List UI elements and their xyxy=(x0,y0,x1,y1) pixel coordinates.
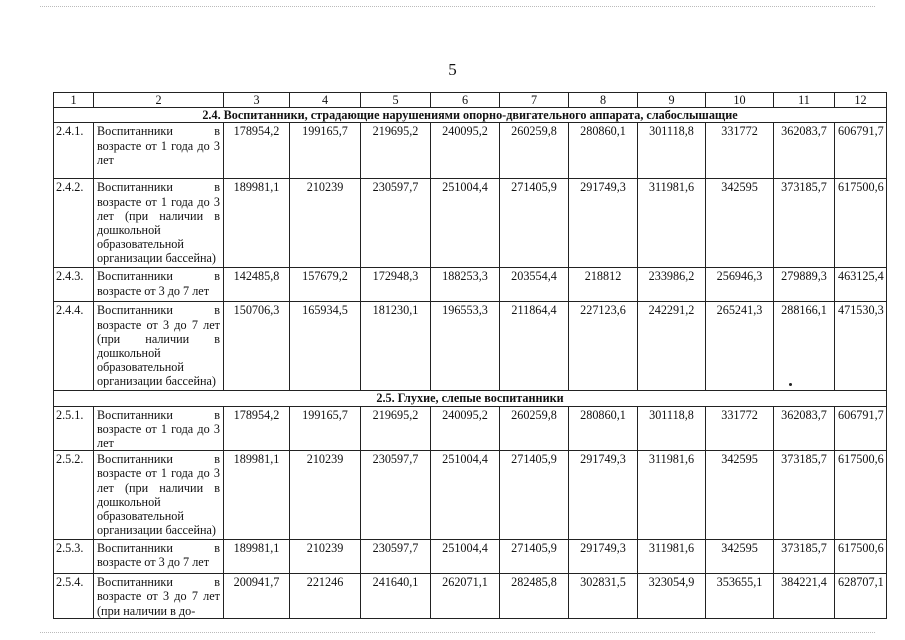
value-cell: 188253,3 xyxy=(431,268,500,302)
row-description: Воспитанники в возрасте от 3 до 7 лет xyxy=(94,540,224,574)
column-number-cell: 4 xyxy=(290,93,361,108)
column-number-cell: 2 xyxy=(94,93,224,108)
column-number-cell: 6 xyxy=(431,93,500,108)
table-row xyxy=(54,451,887,540)
value-cell: 172948,3 xyxy=(361,268,431,302)
value-cell: 280860,1 xyxy=(569,123,638,179)
value-cell: 196553,3 xyxy=(431,302,500,391)
value-cell: 199165,7 xyxy=(290,123,361,179)
value-cell: 617500,6 xyxy=(835,540,887,574)
value-cell: 210239 xyxy=(290,179,361,268)
value-cell: 362083,7 xyxy=(774,406,835,451)
table-row xyxy=(54,179,887,268)
column-number-cell: 7 xyxy=(500,93,569,108)
value-cell: 189981,1 xyxy=(224,451,290,540)
row-description: Воспитанники в возрасте от 3 до 7 лет xyxy=(94,268,224,302)
value-cell: 291749,3 xyxy=(569,540,638,574)
value-cell: 251004,4 xyxy=(431,179,500,268)
value-cell: 342595 xyxy=(706,451,774,540)
value-cell: 265241,3 xyxy=(706,302,774,391)
value-cell: 200941,7 xyxy=(224,574,290,619)
value-cell: 302831,5 xyxy=(569,574,638,619)
row-code: 2.4.1. xyxy=(54,123,94,179)
value-cell: 311981,6 xyxy=(638,540,706,574)
value-cell: 282485,8 xyxy=(500,574,569,619)
section-title: 2.5. Глухие, слепые воспитанники xyxy=(54,391,887,406)
value-cell: 311981,6 xyxy=(638,179,706,268)
value-cell: 373185,7 xyxy=(774,179,835,268)
table-row xyxy=(54,574,887,619)
value-cell: 230597,7 xyxy=(361,179,431,268)
value-cell: 342595 xyxy=(706,540,774,574)
value-cell: 271405,9 xyxy=(500,179,569,268)
table-row xyxy=(54,123,887,179)
value-cell: 271405,9 xyxy=(500,540,569,574)
value-cell: 219695,2 xyxy=(361,406,431,451)
scan-artifact-top xyxy=(40,6,875,7)
value-cell: 178954,2 xyxy=(224,123,290,179)
value-cell: 384221,4 xyxy=(774,574,835,619)
value-cell: 331772 xyxy=(706,406,774,451)
column-number-cell: 11 xyxy=(774,93,835,108)
column-number-cell: 3 xyxy=(224,93,290,108)
scan-dot xyxy=(789,383,792,386)
value-cell: 373185,7 xyxy=(774,540,835,574)
column-number-cell: 5 xyxy=(361,93,431,108)
value-cell: 211864,4 xyxy=(500,302,569,391)
value-cell: 203554,4 xyxy=(500,268,569,302)
value-cell: 617500,6 xyxy=(835,451,887,540)
value-cell: 230597,7 xyxy=(361,451,431,540)
value-cell: 189981,1 xyxy=(224,540,290,574)
value-cell: 606791,7 xyxy=(835,123,887,179)
value-cell: 150706,3 xyxy=(224,302,290,391)
row-code: 2.5.2. xyxy=(54,451,94,540)
tariff-table xyxy=(53,92,887,619)
value-cell: 181230,1 xyxy=(361,302,431,391)
value-cell: 178954,2 xyxy=(224,406,290,451)
value-cell: 262071,1 xyxy=(431,574,500,619)
value-cell: 323054,9 xyxy=(638,574,706,619)
value-cell: 291749,3 xyxy=(569,451,638,540)
value-cell: 251004,4 xyxy=(431,540,500,574)
value-cell: 617500,6 xyxy=(835,179,887,268)
row-description: Воспитанники в возрасте от 1 года до 3 лет (при наличии в дошкольной образовательной организации бассейна) xyxy=(94,179,224,268)
value-cell: 271405,9 xyxy=(500,451,569,540)
value-cell: 210239 xyxy=(290,451,361,540)
row-description: Воспитанники в возрасте от 3 до 7 лет (при наличии в дошкольной образовательной организации бассейна) xyxy=(94,302,224,391)
value-cell: 233986,2 xyxy=(638,268,706,302)
value-cell: 227123,6 xyxy=(569,302,638,391)
value-cell: 260259,8 xyxy=(500,123,569,179)
column-number-cell: 12 xyxy=(835,93,887,108)
value-cell: 342595 xyxy=(706,179,774,268)
value-cell: 210239 xyxy=(290,540,361,574)
table-row xyxy=(54,268,887,302)
row-code: 2.4.4. xyxy=(54,302,94,391)
value-cell: 199165,7 xyxy=(290,406,361,451)
value-cell: 279889,3 xyxy=(774,268,835,302)
value-cell: 242291,2 xyxy=(638,302,706,391)
value-cell: 301118,8 xyxy=(638,123,706,179)
page-number: 5 xyxy=(448,60,457,79)
column-number-cell: 8 xyxy=(569,93,638,108)
section-title-row xyxy=(54,108,887,123)
value-cell: 471530,3 xyxy=(835,302,887,391)
value-cell: 606791,7 xyxy=(835,406,887,451)
value-cell: 288166,1 xyxy=(774,302,835,391)
row-code: 2.5.4. xyxy=(54,574,94,619)
value-cell: 331772 xyxy=(706,123,774,179)
value-cell: 280860,1 xyxy=(569,406,638,451)
row-code: 2.5.3. xyxy=(54,540,94,574)
row-code: 2.4.2. xyxy=(54,179,94,268)
row-description: Воспитанники в возрасте от 3 до 7 лет (при наличии в до- xyxy=(94,574,224,619)
value-cell: 230597,7 xyxy=(361,540,431,574)
value-cell: 165934,5 xyxy=(290,302,361,391)
row-description: Воспитанники в возрасте от 1 года до 3 лет (при наличии в дошкольной образовательной организации бассейна) xyxy=(94,451,224,540)
section-title: 2.4. Воспитанники, страдающие нарушениями опорно-двигательного аппарата, слабослышащие xyxy=(54,108,887,123)
value-cell: 311981,6 xyxy=(638,451,706,540)
row-description: Воспитанники в возрасте от 1 года до 3 лет xyxy=(94,123,224,179)
row-description: Воспитанники в возрасте от 1 года до 3 лет xyxy=(94,406,224,451)
value-cell: 221246 xyxy=(290,574,361,619)
value-cell: 241640,1 xyxy=(361,574,431,619)
row-code: 2.5.1. xyxy=(54,406,94,451)
value-cell: 362083,7 xyxy=(774,123,835,179)
value-cell: 219695,2 xyxy=(361,123,431,179)
table-row xyxy=(54,406,887,451)
value-cell: 157679,2 xyxy=(290,268,361,302)
section-title-row xyxy=(54,391,887,406)
value-cell: 353655,1 xyxy=(706,574,774,619)
scan-artifact-bottom xyxy=(40,632,875,633)
row-code: 2.4.3. xyxy=(54,268,94,302)
value-cell: 301118,8 xyxy=(638,406,706,451)
value-cell: 251004,4 xyxy=(431,451,500,540)
value-cell: 291749,3 xyxy=(569,179,638,268)
table-row xyxy=(54,540,887,574)
column-number-cell: 9 xyxy=(638,93,706,108)
value-cell: 256946,3 xyxy=(706,268,774,302)
table-row xyxy=(54,302,887,391)
column-number-row xyxy=(54,93,887,108)
value-cell: 463125,4 xyxy=(835,268,887,302)
value-cell: 260259,8 xyxy=(500,406,569,451)
value-cell: 218812 xyxy=(569,268,638,302)
value-cell: 142485,8 xyxy=(224,268,290,302)
value-cell: 240095,2 xyxy=(431,123,500,179)
value-cell: 240095,2 xyxy=(431,406,500,451)
column-number-cell: 10 xyxy=(706,93,774,108)
column-number-cell: 1 xyxy=(54,93,94,108)
value-cell: 373185,7 xyxy=(774,451,835,540)
value-cell: 628707,1 xyxy=(835,574,887,619)
value-cell: 189981,1 xyxy=(224,179,290,268)
